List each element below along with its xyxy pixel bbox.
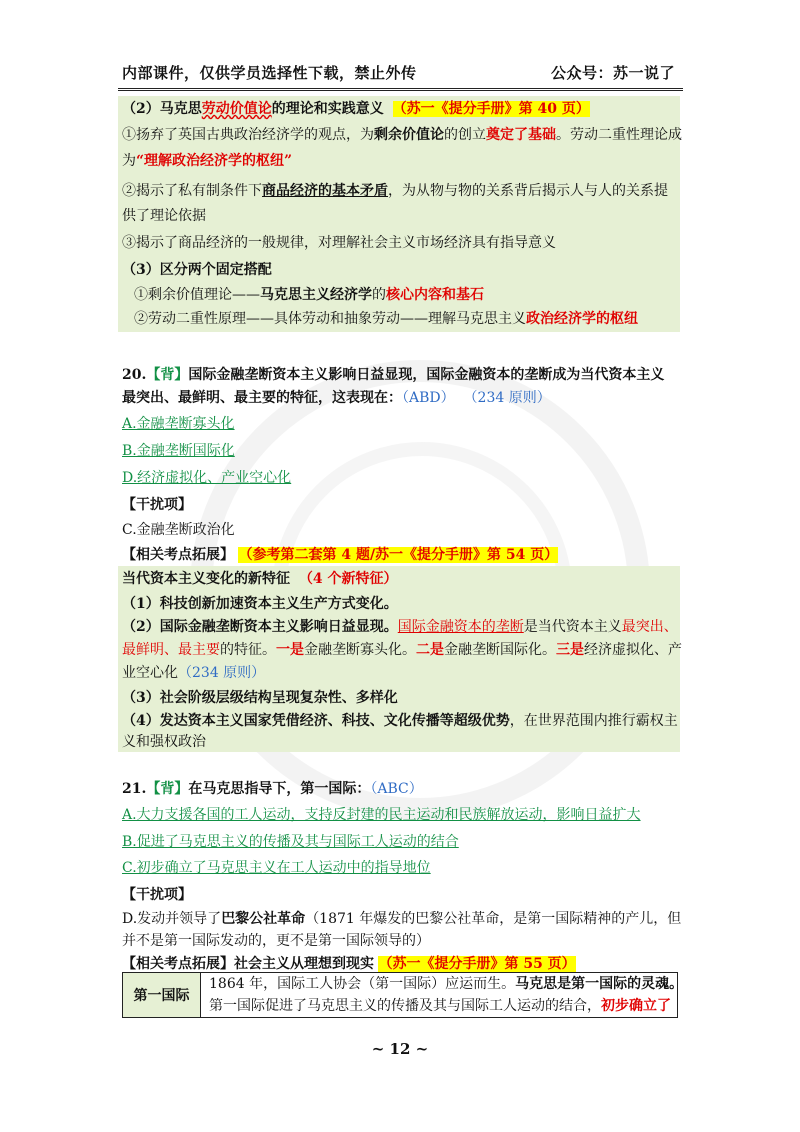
text: 经济虚拟化、产 [584,642,682,658]
first-international-table [122,972,684,1018]
box1-line-8 [134,284,484,306]
text: ，为从物与物的关系背后揭示人与人的关系提 [388,183,668,199]
box2-line-2: （1）科技创新加速资本主义生产方式变化。 [122,596,398,612]
keyword: 三是 [556,642,584,658]
memorize-tag: 【背】 [146,367,189,383]
box2-line-1 [122,568,398,590]
box1-line-5: 供了理论依据 [122,208,206,224]
box1-line-2 [122,124,682,146]
header-notice: 内部课件，仅供学员选择性下载，禁止外传 [122,64,417,82]
keyword: （4 个新特征） [298,571,398,587]
box1-line-6: ③揭示了商品经济的一般规律，对理解社会主义市场经济具有指导意义 [122,235,556,251]
q21-option-a: A.大力支援各国的工人运动，支持反封建的民主运动和民族解放运动，影响日益扩大 [122,807,641,823]
q21-option-d-line-2: 并不是第一国际发动的，更不是第一国际领导的） [122,933,430,949]
extension-label: 【相关考点拓展】 [122,547,234,563]
answer-key: （ABD） [402,390,455,406]
text: （2）国际金融垄断资本主义影响日益显现。 [122,619,398,635]
box1-line-9 [134,308,638,330]
text: D.发动并领导了 [122,911,222,927]
text: 业空心化 [122,665,178,681]
q21-option-b: B.促进了马克思主义的传播及其与国际工人运动的结合 [122,834,459,850]
keyword: 最突出、 [621,619,678,635]
text: 当代资本主义变化的新特征 [122,571,290,587]
box2-line-8: 义和强权政治 [122,734,206,750]
question-stem: 最突出、最鲜明、最主要的特征，这表现在： [122,390,402,406]
extension-label: 【相关考点拓展】 [122,956,234,972]
text: 第一国际促进了马克思主义的传播及其与国际工人运动的结合， [209,998,601,1014]
text: 的创立 [444,127,486,143]
keyword: 巴黎公社革命 [221,911,306,927]
keyword: 国际金融资本的垄断 [397,619,524,635]
box2-line-3 [122,616,678,638]
box2-line-5 [122,662,265,684]
text: ②劳动二重性原理——具体劳动和抽象劳动——理解马克思主义 [134,311,526,327]
keyword: 劳动价值论 [201,101,272,117]
table-header-cell: 第一国际 [123,973,201,1017]
text: 的 [372,287,386,303]
box2-line-7 [122,710,678,732]
text: ①扬弃了英国古典政治经济学的观点，为 [122,127,374,143]
box2-line-6: （3）社会阶级层级结构呈现复杂性、多样化 [122,690,398,706]
keyword: “理解政治经济学的枢纽” [136,153,293,169]
text: （1871 年爆发的巴黎公社革命，是第一国际精神的产儿，但 [305,911,682,927]
keyword: 奠定了基础 [486,127,556,143]
text: 的理论和实践意义 [271,101,384,117]
text: 的特征。 [220,642,276,658]
extension-title: 社会主义从理想到现实 [234,956,374,972]
text: ②揭示了私有制条件下 [122,183,262,199]
keyword: 一是 [276,642,304,658]
box1-line-1 [122,98,590,120]
keyword: 最鲜明、最主要 [122,642,220,658]
answer-key: （ABC） [370,781,423,797]
keyword: 商品经济的基本矛盾 [262,183,388,199]
q20-option-b: B.金融垄断国际化 [122,443,235,459]
table-row-2 [209,995,677,1017]
reference-tag: （参考第二套第 4 题/苏一《提分手册》第 54 页） [238,547,559,563]
header-divider [118,88,683,91]
text: 。劳动二重性理论成 [556,127,682,143]
question-number: 20. [122,367,147,383]
question-number: 21. [122,781,147,797]
question-stem: 在马克思指导下，第一国际： [188,781,371,797]
keyword: 马克思是第一国际的灵魂。 [515,976,684,992]
keyword: 政治经济学的枢纽 [526,311,638,327]
table-row-1 [209,973,684,995]
memorize-tag: 【背】 [146,781,189,797]
text: （4）发达资本主义国家凭借经济、科技、文化传播等超级优势 [122,713,510,729]
text: 金融垄断国际化。 [444,642,556,658]
box2-line-4 [122,639,682,661]
q21-option-d-line-1 [122,908,681,930]
header-account: 公众号：苏一说了 [550,64,675,82]
box1-line-4 [122,180,668,202]
text: 为 [122,153,136,169]
rule-tag: （234 原则） [463,390,551,406]
q21-stem [122,778,423,800]
q21-option-c: C.初步确立了马克思主义在工人运动中的指导地位 [122,860,431,876]
page-number: ~ 12 ~ [371,1040,429,1058]
reference-tag: （苏一《提分手册》第 55 页） [378,956,576,972]
q20-distractor-label: 【干扰项】 [122,497,192,513]
text: 1864 年，国际工人协会（第一国际）应运而生。 [209,976,516,992]
text: ，在世界范围内推行霸权主 [509,713,678,729]
q20-stem-line-1 [122,364,664,386]
rule-tag: （234 原则） [178,665,266,681]
text: 是当代资本主义 [523,619,622,635]
keyword: 剩余价值论 [374,127,444,143]
keyword: 马克思主义经济学 [260,287,372,303]
q20-option-d: D.经济虚拟化、产业空心化 [122,470,292,486]
q20-extension-header [122,544,558,566]
keyword: 核心内容和基石 [386,287,484,303]
q20-option-c: C.金融垄断政治化 [122,522,235,538]
text: ①剩余价值理论—— [134,287,260,303]
page-header [118,62,683,86]
keyword: 初步确立了 [601,998,671,1014]
text: （2）马克思 [122,101,202,117]
question-stem: 国际金融垄断资本主义影响日益显现，国际金融资本的垄断成为当代资本主义 [188,367,665,383]
q21-distractor-label: 【干扰项】 [122,887,192,903]
keyword: 二是 [416,642,444,658]
box1-line-7: （3）区分两个固定搭配 [122,262,272,278]
box1-line-3 [122,150,292,172]
text: 金融垄断寡头化。 [304,642,416,658]
q20-stem-line-2 [122,387,551,409]
q20-option-a: A.金融垄断寡头化 [122,416,235,432]
reference-tag: （苏一《提分手册》第 40 页） [392,101,590,117]
